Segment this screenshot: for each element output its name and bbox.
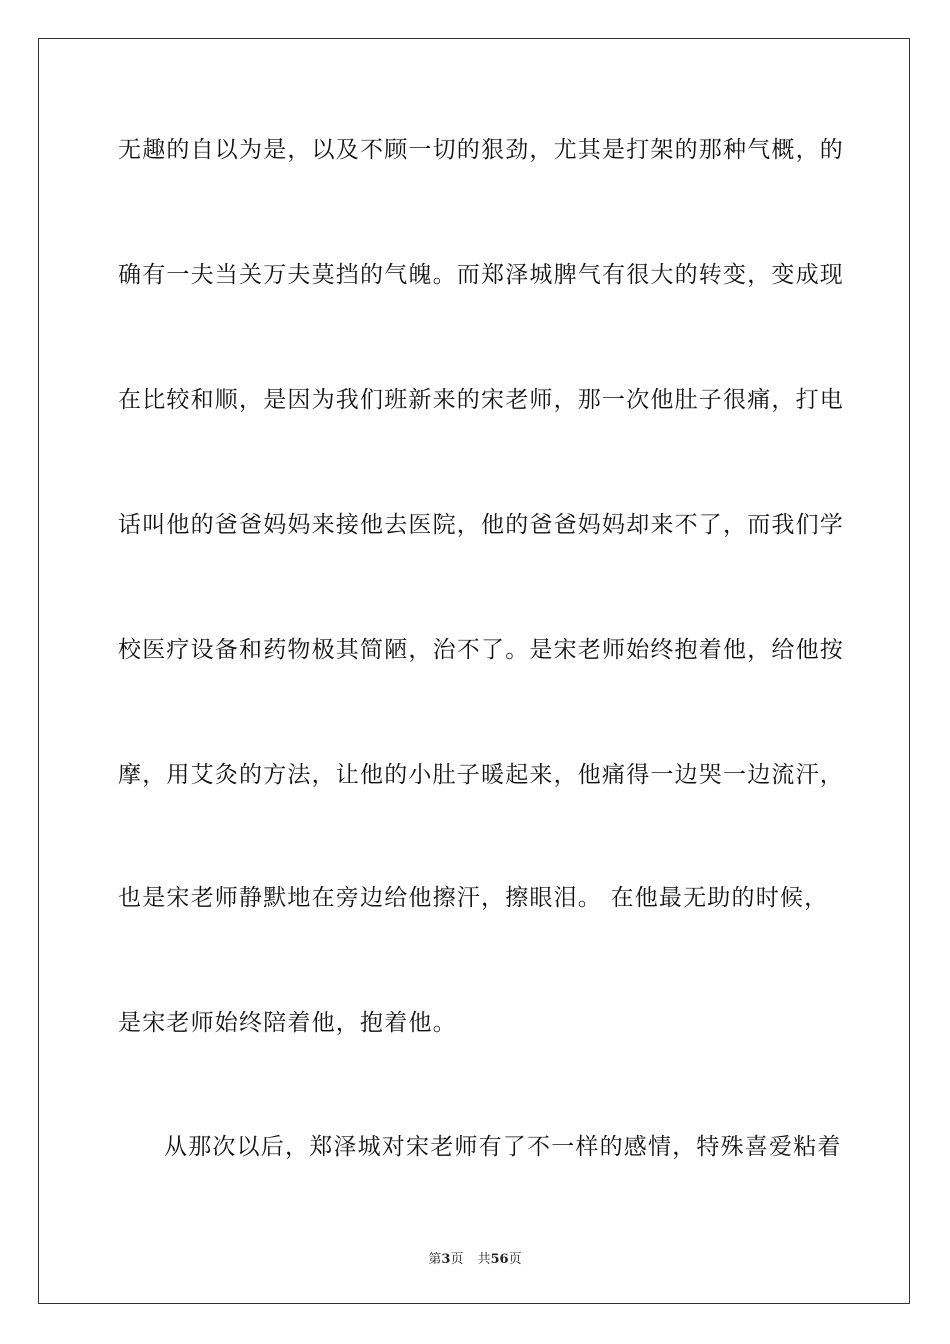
text-line-6: 摩，用艾灸的方法，让他的小肚子暖起来，他痛得一边哭一边流汗，: [118, 762, 844, 788]
text-line-4: 话叫他的爸爸妈妈来接他去医院，他的爸爸妈妈却来不了，而我们学: [118, 512, 844, 538]
text-line-3: 在比较和顺，是因为我们班新来的宋老师，那一次他肚子很痛，打电: [118, 387, 844, 413]
page-number-footer: [0, 1248, 950, 1267]
total-suffix: 页: [508, 1252, 522, 1267]
text-line-1: 无趣的自以为是，以及不顾一切的狠劲，尤其是打架的那种气概，的: [118, 137, 844, 163]
current-page-number: 3: [441, 1252, 451, 1267]
total-page-count: 56: [490, 1252, 509, 1267]
text-line-2: 确有一夫当关万夫莫挡的气魄。而郑泽城脾气有很大的转变，变成现: [118, 262, 844, 288]
text-line-8: 是宋老师始终陪着他，抱着他。: [118, 1010, 457, 1036]
page-prefix: 第: [428, 1252, 442, 1267]
page-suffix: 页: [450, 1252, 464, 1267]
total-prefix: 共: [477, 1252, 491, 1267]
text-line-7: 也是宋老师静默地在旁边给他擦汗，擦眼泪。 在他最无助的时候，: [118, 885, 829, 911]
text-line-5: 校医疗设备和药物极其简陋，治不了。是宋老师始终抱着他，给他按: [118, 637, 844, 663]
text-line-9-paragraph-start: 从那次以后，郑泽城对宋老师有了不一样的感情，特殊喜爱粘着: [164, 1134, 842, 1160]
page-border: [38, 38, 910, 1304]
